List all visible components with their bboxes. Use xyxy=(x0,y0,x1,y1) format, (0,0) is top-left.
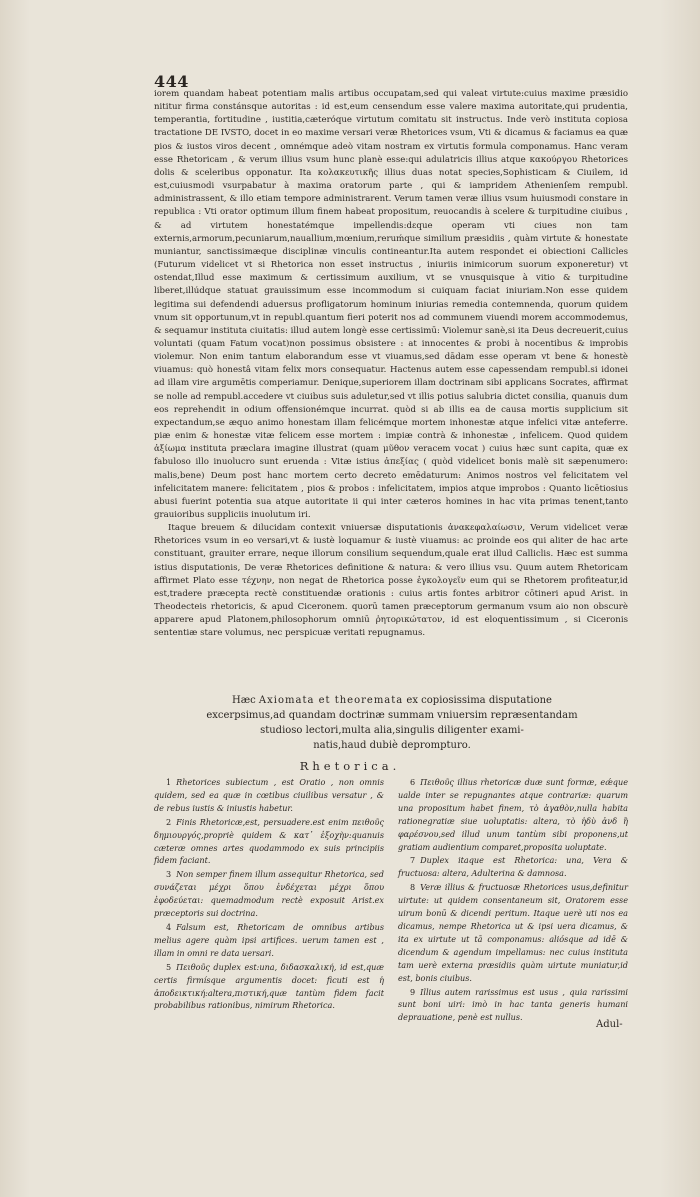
commentary-paragraph-1: iorem quandam habeat potentiam malis artibus occupatam,sed qui valeat virtute:cuius maxime præsidio nititur firma constánsque autoritas : id est,eum censendum esse valere maxima autoritate,qui prudentia, temperantia, fortitudine , iustitia,cæteróque virtutum comitatu sit instructus. Inde verò instituta copiosa tractatione DE IVSTO, docet in eo maxime versari veræ Rhetorices vsum, Vti & dicamus & faciamus ea quæ pios & iustos viros decent , omnémque adeò vitam nostram ex virtutis formula componamus. Hanc veram esse Rhetoricam , & verum illius vsum hunc planè esse:qui adulatricis illius atque κακούργου Rhetorices dolis & sceleribus opponatur. Ita κολακευτικῆς illius duas notat species,Sophisticam & Ciuilem, id est,cuiusmodi vsurpabatur à maxima oratorum parte , qui & iampridem Athenienſem rempubl. administrassent, & illo etiam tempore administrarent. Verum tamen veræ illius vsum huiusmodi constare in republica : Vti orator optimum illum finem habeat propositum, reuocandis à scelere & turpitudine ciuibus , & ad virtutem honestatémque impellendis:dεque operam vti ciues non tam externis,armorum,pecuniarum,nauallium,mœnium,reruḿque similium præsidiis , quàm virtute & honestate muniantur, sanctissimæque disciplinæ vinculis contineantur.Ita autem respondet ei obiectioni Callicles (Futurum videlicet vt si Rhetorica non esset instructus , iniuriis inimicorum suorum exponeretur) vt ostendat,Illud esse maximum & certissimum auxilium, vt se vnusquisque à vitio & turpitudine liberet,illúdque statuat grauissimum esse incommodum si cuiquam faciat iniuriam.Non esse quidem legitima sui defendendi aduersus profligatorum hominum iniurias remedia contemnenda, quorum quidem vnum sit opportunum,vt in republ.quantum fieri poterit nos ad communem viuendi morem accommodemus, & sequamur instituta ciuitatis: illud autem longè esse certissimū: Violemur sanè,si ita Deus decreuerit,cuius voluntati (quam Fatum vocat)non possimus obsistere : at innocentes & probi à nocentibus & improbis violemur. Non enim tantum elaborandum esse vt viuamus,sed dādam esse operam vt bene & honestè viuamus: quò honestâ vitam felix mors consequatur. Hactenus autem esse capessendam rempubl.si idonei ad illam vire argumētis comperiamur. Denique,superiorem illam doctrinam sibi applicans Socrates, affirmat se nolle ad rempubl.accedere vt ciuibus suis aduletur,sed vt illis potius salubria dictet consilia, quanuis dum eos reprehendit in odium offensionémque incurrat. quòd si ab illis ea de causa mortis supplicium sit expectandum,se æquo animo honestam illam felicémque mortem inhonestæ atque infelici vitæ anteferre. piæ enim & honestæ vitæ felicem esse mortem : impiæ contrà & inhonestæ , infelicem. Quod quidem ἀξίωμα instituta præclara imagine illustrat (quam μῦθον veracem vocat ) cuius hæc sunt capita, quæ ex fabuloso illo inuolucro sunt eruenda : Vitæ istius ἀπεξίας ( quòd videlicet bonis malè sit sæpenumero: malis,bene) Deum post hanc mortem certo decreto emēdaturum: Animos nostros vel felicitatem vel infelicitatem manere: felicitatem , pios & probos : infelicitatem, impios atque improbos : Quanto licētiosius abusi fuerint potentia sua atque autoritate ii qui inter cæteros homines in hac vita primas tenent,tanto grauioribus suppliciis inuolutum iri. xyxy=(154,89,628,520)
axiom-text: Illius autem rarissimus est usus , quia rarissimi sunt boni uiri: imò in hac tanta generis humani deprauatione, penè est nullus. xyxy=(398,986,628,1023)
axioma-intro xyxy=(160,693,624,753)
commentary-paragraph-2: Itaque breuem & dilucidam contexit vniuersæ disputationis ἀνακεφαλαίωσιν, Verum videlicet veræ Rhetorices vsum in eo versari,vt & iustè loquamur & iustè viuamus: ac proinde eos qui aliter de hac arte constituant, grauiter errare, neque illorum consilium sequendum,quale erat illud Calliclis. Hæc est summa istius disputationis, De veræ Rhetorices definitione & natura: & vero illius vsu. Quum autem Rhetoricam affirmet Plato esse τέχνην, non negat de Rhetorica posse ἐγκολογεῖν eum qui se Rhetorem profiteatur,id est,tradere præcepta rectè constituendæ orationis : cuius artis fontes arbitror cōtineri apud Arist. in Theodecteis rhetoricis, & apud Ciceronem. quorū tamen præceptorum germanum vsum aio non obscurè apparere apud Platonem,philosophorum omniū ῥητορικώτατον, id est eloquentissimum , si Ciceronis sententiæ stare volumus, nec perspicuæ veritati repugnamus. xyxy=(154,523,628,639)
axiom-text: Πειθοῦς duplex est:una, διδασκαλική, id est,quæ certis firmísque argumentis docet: ficuti est ἡ ἀποδεικτική:altera,πιστική,quæ tantùm fidem facit probabilibus rationibus, nimirum Rhetorica. xyxy=(154,961,384,1011)
commentary-body xyxy=(154,88,628,641)
axioms-right-column xyxy=(398,776,628,1025)
axiom-item xyxy=(398,881,628,984)
catchword: Adul- xyxy=(596,1019,623,1030)
axiom-text: Veræ illius & fructuosæ Rhetorices usus,definitur uirtute: ut quidem consentaneum sit, Oratorem esse uirum bonū & dicendi peritum. Itaque uerè uti nos ea dicamus, nempe Rhetorica ut & ipsi uera dicamus, & ita ex uirtute ut tā componamus: aliósque ad idē & dicendum & agendum impellamus: nec cuius instituta tam uerè externa præsidiis quàm uirtute muniatur,id est, bonis ciuibus. xyxy=(398,882,628,983)
axioma-line: excerpsimus,ad quandam doctrinæ summam vniuersim repræsentandam xyxy=(206,710,578,721)
axiom-item xyxy=(398,854,628,880)
section-title: Rhetorica. xyxy=(299,759,401,773)
axiom-number: 7 xyxy=(410,855,416,866)
axiom-number: 3 xyxy=(166,869,172,880)
axiom-text: Falsum est, Rhetoricam de omnibus artibus melius agere quàm ipsi artifices. uerum tamen est , illam in omni re data uersari. xyxy=(154,921,384,958)
axiom-item xyxy=(154,961,384,1013)
axioms-left-column xyxy=(154,776,384,1013)
axioma-text: ex copiosissima disputatione xyxy=(403,695,552,706)
axiom-number: 6 xyxy=(410,777,416,787)
axiom-text: Πειθοῦς illius rhetoricæ duæ sunt formæ, eǽque ualde inter se repugnantes atque contrariæ: quarum una propositum habet finem, τὸ ἀγαθὸν,nulla habita rationegratiæ siue uoluptatis: altera, τὸ ἡδὺ ἀνδ ἢ φαρέσνου,sed illud unum tantùm sibi proponens,ut gratiam audientium comparet,proposita uoluptate. xyxy=(398,777,628,852)
axiom-number: 9 xyxy=(410,986,416,997)
axiom-number: 2 xyxy=(166,816,172,827)
axioma-line xyxy=(160,693,624,708)
axiom-item xyxy=(398,986,628,1025)
axiom-number: 4 xyxy=(166,921,172,932)
axiom-item xyxy=(398,776,628,853)
axioma-line: studioso lectori,multa alia,singulis diligenter exami- xyxy=(260,725,524,736)
axioma-line: natis,haud dubiè deprompturo. xyxy=(313,740,471,751)
axiom-item xyxy=(154,921,384,960)
axiom-text: Duplex itaque est Rhetorica: una, Vera & fructuosa: altera, Adulterina & damnosa. xyxy=(398,855,628,879)
axiom-item xyxy=(154,816,384,868)
axiom-text: Rhetorices subiectum , est Oratio , non omnis quidem, sed ea quæ in cœtibus ciuilibus versatur , & de rebus iustis & iniustis habetur. xyxy=(154,777,384,813)
axiom-number: 1 xyxy=(166,777,172,787)
axiom-number: 5 xyxy=(166,961,172,972)
axioma-small-caps: Axiomata et theoremata xyxy=(258,695,404,706)
axiom-number: 8 xyxy=(410,882,416,893)
axiom-text: Finis Rhetoricæ,est, persuadere.est enim πειθοῦς δημιουργός,propriè quidem & κατ᾽ ἐξοχὴν:quanuis cæteræ omnes artes quodammodo ex suis principiis fidem faciant. xyxy=(154,816,384,866)
axiom-item xyxy=(154,868,384,920)
page-number: 444 xyxy=(154,72,189,91)
axiom-item xyxy=(154,776,384,815)
axiom-text: Non semper finem illum assequitur Rhetorica, sed συνάζεται μέχρι ὅπου ἐνδέχεται μέχρι ὅπου ἐφοδεύεται: quemadmodum rectè exposuit Arist.ex præceptoris sui doctrina. xyxy=(154,869,384,919)
axioma-text: Hæc xyxy=(232,695,259,706)
